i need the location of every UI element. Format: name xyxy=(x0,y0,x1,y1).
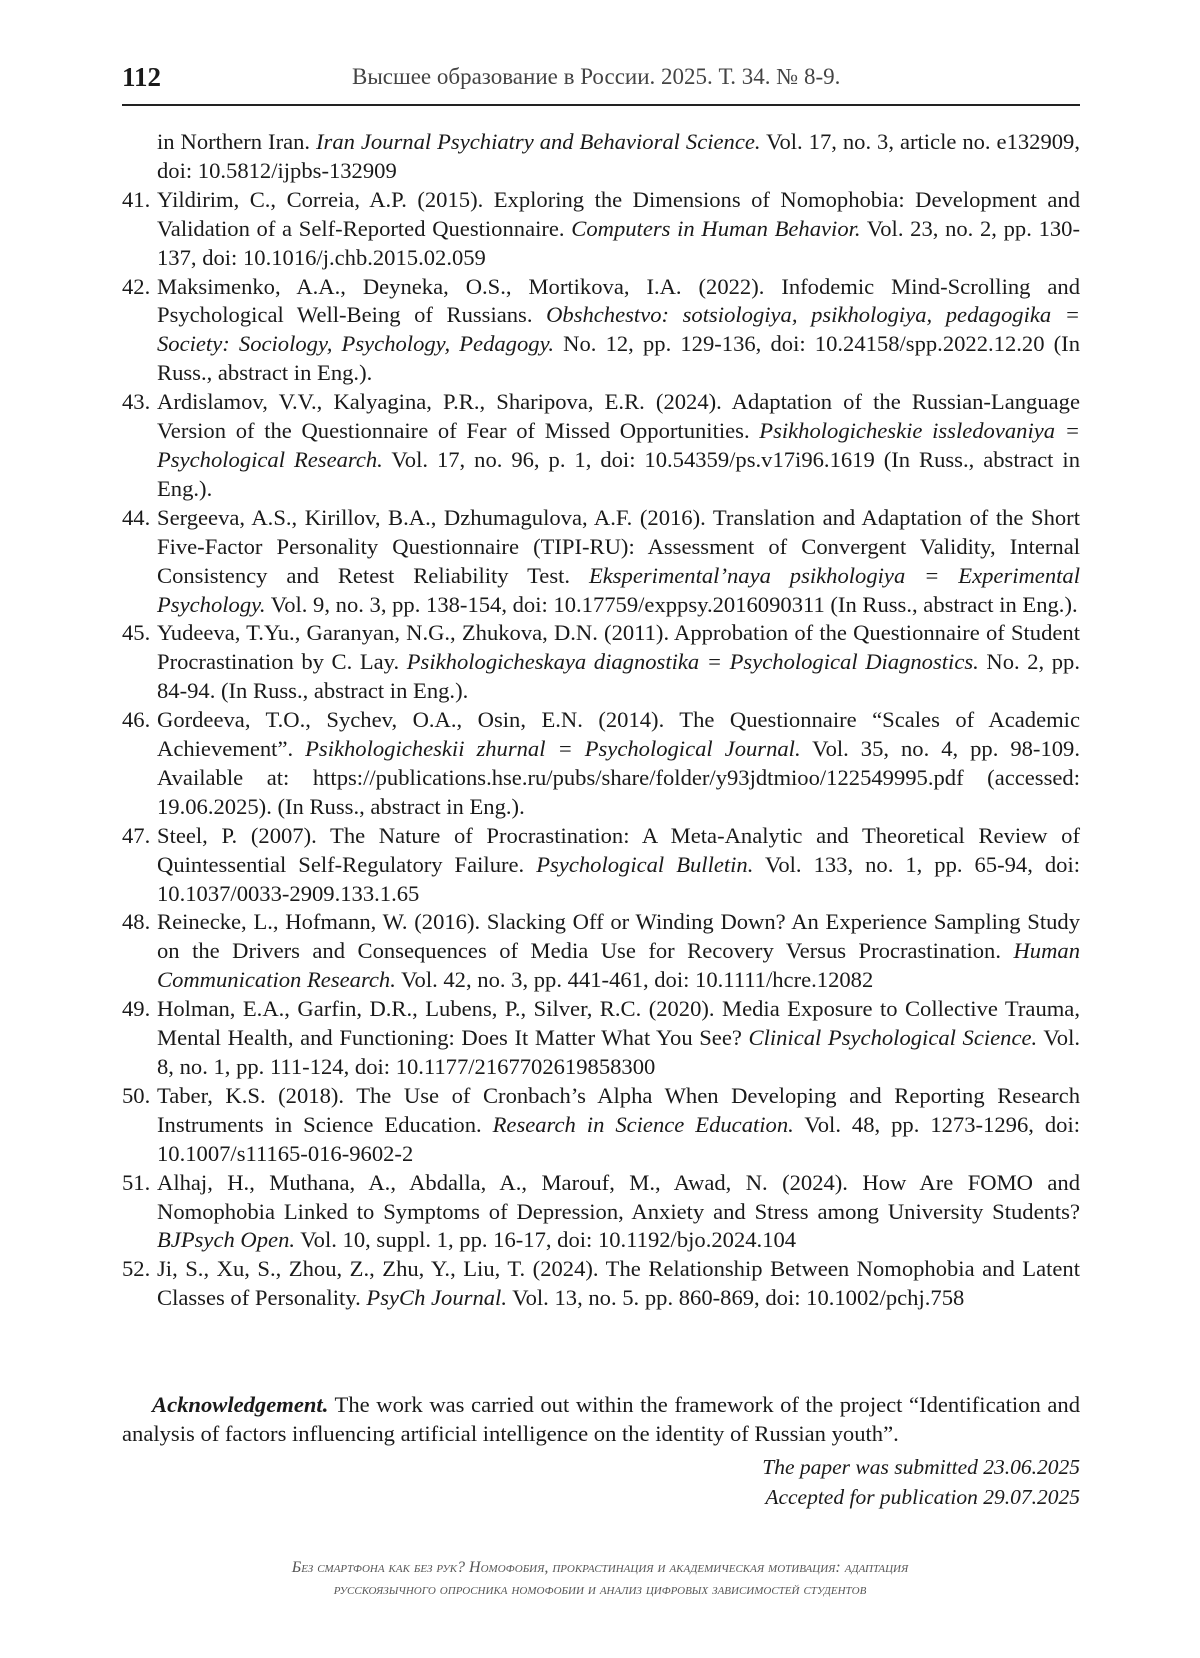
reference-text: Yudeeva, T.Yu., Garanyan, N.G., Zhukova, D.N. (2011). Approbation of the Questionnaire of Student Procrastination by C. Lay. xyxy=(157,620,1080,675)
acknowledgement-text: The work was carried out within the framework of the project “Identification and analysis of factors influencing artificial intelligence on the identity of Russian youth”. xyxy=(122,1391,1080,1446)
reference-item xyxy=(122,619,1080,706)
reference-details: Vol. 10, suppl. 1, pp. 16-17, doi: 10.1192/bjo.2024.104 xyxy=(295,1227,797,1253)
reference-item xyxy=(122,995,1080,1082)
reference-source: Obshchestvo: sotsiologiya, psikhologiya, pedagogika = Society: Sociology, Psychology, Pedagogy. xyxy=(157,302,1080,357)
reference-number: 45. xyxy=(122,620,151,646)
reference-text: Gordeeva, T.O., Sychev, O.A., Osin, E.N. (2014). The Questionnaire “Scales of Academic Achievement”. xyxy=(157,707,1080,762)
acknowledgement-label: Acknowledgement. xyxy=(152,1391,329,1417)
reference-text: Maksimenko, A.A., Deyneka, O.S., Mortikova, I.A. (2022). Infodemic Mind-Scrolling and Psychological Well-Being of Russians. xyxy=(157,273,1080,328)
publication-dates xyxy=(762,1452,1080,1512)
reference-item xyxy=(122,504,1080,620)
reference-text: Reinecke, L., Hofmann, W. (2016). Slacking Off or Winding Down? An Experience Sampling Study on the Drivers and Consequences of Media Use for Recovery Versus Procrastination. xyxy=(157,909,1080,964)
reference-number: 51. xyxy=(122,1169,151,1195)
reference-item xyxy=(122,908,1080,995)
accepted-date: Accepted for publication 29.07.2025 xyxy=(765,1485,1080,1509)
reference-text: Yildirim, C., Correia, A.P. (2015). Exploring the Dimensions of Nomophobia: Development and Validation of a Self-Reported Questionnaire. xyxy=(157,186,1080,241)
reference-number: 49. xyxy=(122,996,151,1022)
reference-source: Clinical Psychological Science. xyxy=(748,1025,1038,1051)
reference-source: Psikhologicheskaya diagnostika = Psychological Diagnostics. xyxy=(406,649,979,675)
reference-details: Vol. 8, no. 1, pp. 111-124, doi: 10.1177/2167702619858300 xyxy=(157,1025,1080,1079)
reference-details: Vol. 133, no. 1, pp. 65-94, doi: 10.1037/0033-2909.133.1.65 xyxy=(157,851,1081,906)
reference-source: BJPsych Open. xyxy=(157,1227,296,1253)
reference-details: Vol. 42, no. 3, pp. 441-461, doi: 10.1111/hcre.12082 xyxy=(395,967,874,993)
reference-item xyxy=(122,1255,1080,1313)
reference-text: Sergeeva, A.S., Kirillov, B.A., Dzhumagulova, A.F. (2016). Translation and Adaptation of the Short Five-Factor Personality Questionnaire (TIPI-RU): Assessment of Convergent Validity, Internal Consistency and Retest Reliability Test. xyxy=(157,504,1080,588)
reference-item xyxy=(122,186,1080,273)
reference-details: No. 12, pp. 129-136, doi: 10.24158/spp.2022.12.20 (In Russ., abstract in Eng.). xyxy=(157,331,1080,386)
reference-item xyxy=(122,388,1080,504)
reference-number: 48. xyxy=(122,909,151,935)
reference-number: 41. xyxy=(122,186,151,212)
reference-number: 42. xyxy=(122,273,151,299)
reference-source: Psikhologicheskie issledovaniya = Psychological Research. xyxy=(157,418,1080,472)
reference-source: Iran Journal Psychiatry and Behavioral Science. xyxy=(316,129,761,154)
reference-text: in Northern Iran. xyxy=(157,129,317,154)
reference-text: Steel, P. (2007). The Nature of Procrastination: A Meta-Analytic and Theoretical Review of Quintessential Self-Regulatory Failure. xyxy=(157,822,1080,877)
reference-number: 52. xyxy=(122,1256,151,1282)
reference-text: Alhaj, H., Muthana, A., Abdalla, A., Marouf, M., Awad, N. (2024). How Are FOMO and Nomophobia Linked to Symptoms of Depression, Anxiety and Stress among University Students? xyxy=(157,1169,1080,1224)
reference-details: No. 2, pp. 84-94. (In Russ., abstract in Eng.). xyxy=(157,649,1080,704)
reference-source: PsyCh Journal. xyxy=(366,1285,507,1311)
reference-details: Vol. 9, no. 3, pp. 138-154, doi: 10.17759/exppsy.2016090311 (In Russ., abstract in Eng.). xyxy=(265,591,1078,617)
reference-details: Vol. 13, no. 5. pp. 860-869, doi: 10.1002/pchj.758 xyxy=(506,1285,965,1311)
reference-number: 43. xyxy=(122,389,151,415)
footer-line-1: Без смартфона как без рук? Номофобия, прокрастинация и академическая мотивация: адаптация xyxy=(291,1559,909,1576)
reference-list xyxy=(122,128,1080,1313)
reference-details: Vol. 17, no. 96, p. 1, doi: 10.54359/ps.v17i96.1619 (In Russ., abstract in Eng.). xyxy=(157,446,1080,501)
reference-text: Ji, S., Xu, S., Zhou, Z., Zhu, Y., Liu, T. (2024). The Relationship Between Nomophobia and Latent Classes of Personality. xyxy=(157,1256,1080,1311)
reference-source: Eksperimental’naya psikhologiya = Experimental Psychology. xyxy=(157,562,1080,617)
reference-source: Psychological Bulletin. xyxy=(536,851,754,877)
running-head: Высшее образование в России. 2025. Т. 34. № 8-9. xyxy=(352,64,841,89)
reference-item xyxy=(122,822,1080,909)
reference-text: Holman, E.A., Garfin, D.R., Lubens, P., Silver, R.C. (2020). Media Exposure to Collective Trauma, Mental Health, and Functioning: Does It Matter What You See? xyxy=(157,996,1080,1051)
reference-details: Vol. 17, no. 3, article no. e132909, doi: 10.5812/ijpbs-132909 xyxy=(157,129,1080,183)
reference-item xyxy=(122,128,1080,186)
reference-details: Vol. 23, no. 2, pp. 130-137, doi: 10.1016/j.chb.2015.02.059 xyxy=(157,215,1080,270)
reference-number: 44. xyxy=(122,504,151,530)
reference-text: Taber, K.S. (2018). The Use of Cronbach’s Alpha When Developing and Reporting Research Instruments in Science Education. xyxy=(157,1082,1080,1137)
reference-item xyxy=(122,1169,1080,1256)
page-header xyxy=(122,58,1080,106)
acknowledgement xyxy=(122,1390,1080,1448)
reference-item xyxy=(122,706,1080,822)
reference-item xyxy=(122,1082,1080,1169)
reference-details: Vol. 35, no. 4, pp. 98-109. Available at: https://publications.hse.ru/pubs/share/folder/y93jdtmioo/122549995.pdf (accessed: 19.06.2025). (In Russ., abstract in Eng.). xyxy=(157,736,1080,819)
footer-line-2: русскоязычного опросника номофобии и анализ цифровых зависимостей студентов xyxy=(333,1581,867,1598)
running-footer xyxy=(150,1557,1050,1601)
reference-number: 46. xyxy=(122,707,151,733)
reference-item xyxy=(122,273,1080,389)
reference-source: Psikhologicheskii zhurnal = Psychological Journal. xyxy=(305,736,801,762)
reference-number: 47. xyxy=(122,822,151,848)
reference-text: Ardislamov, V.V., Kalyagina, P.R., Sharipova, E.R. (2024). Adaptation of the Russian-Language Version of the Questionnaire of Fear of Missed Opportunities. xyxy=(157,389,1080,444)
reference-source: Research in Science Education. xyxy=(492,1111,794,1137)
page-number: 112 xyxy=(122,62,162,92)
submitted-date: The paper was submitted 23.06.2025 xyxy=(762,1455,1080,1479)
reference-source: Computers in Human Behavior. xyxy=(571,215,861,241)
reference-source: Human Communication Research. xyxy=(157,938,1080,993)
reference-number: 50. xyxy=(122,1082,151,1108)
reference-details: Vol. 48, pp. 1273-1296, doi: 10.1007/s11165-016-9602-2 xyxy=(157,1111,1080,1166)
